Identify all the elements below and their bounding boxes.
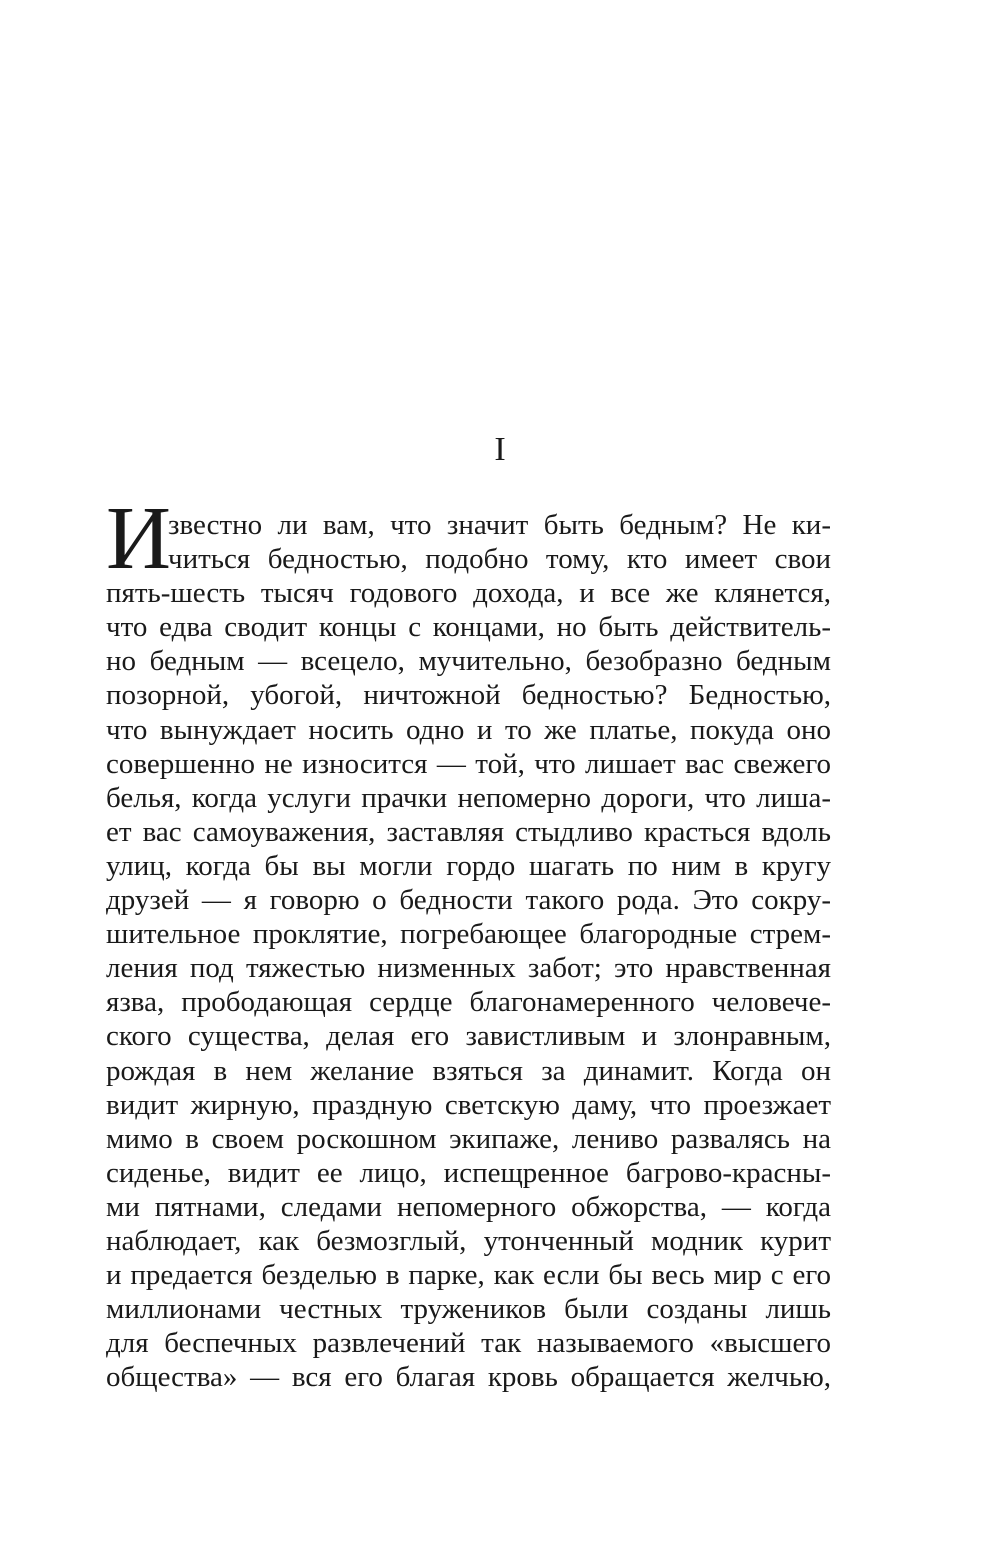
text-line: ского существа, делая его завистливым и злонравным, bbox=[106, 1020, 831, 1053]
text-line: сиденье, видит ее лицо, испещренное багрово-красны- bbox=[106, 1156, 831, 1189]
text-line: звестно ли вам, что значит быть бедным? Не ки- bbox=[168, 509, 831, 541]
text-line: ми пятнами, следами непомерного обжорства, — когда bbox=[106, 1190, 831, 1223]
text-line: белья, когда услуги прачки непомерно дороги, что лиша- bbox=[106, 781, 831, 814]
text-line: рождая в нем желание взяться за динамит. Когда он bbox=[106, 1054, 831, 1087]
text-line: видит жирную, праздную светскую даму, что проезжает bbox=[106, 1088, 831, 1121]
text-line: ления под тяжестью низменных забот; это нравственная bbox=[106, 952, 831, 985]
text-line: пять-шесть тысяч годового дохода, и все же клянется, bbox=[106, 577, 831, 610]
text-line: что вынуждает носить одно и то же платье, покуда оно bbox=[106, 713, 831, 746]
text-line: что едва сводит концы с концами, но быть действитель- bbox=[106, 611, 831, 644]
text-line: шительное проклятие, погребающее благородные стрем- bbox=[106, 918, 831, 951]
text-line: друзей — я говорю о бедности такого рода. Это сокру- bbox=[106, 884, 831, 917]
text-line: позорной, убогой, ничтожной бедностью? Бедностью, bbox=[106, 679, 831, 712]
body-text bbox=[106, 508, 831, 1394]
text-line: мимо в своем роскошном экипаже, лениво развалясь на bbox=[106, 1122, 831, 1155]
chapter-number: I bbox=[494, 431, 506, 468]
text-line: общества» — вся его благая кровь обращается желчью, bbox=[106, 1361, 831, 1394]
text-line: читься бедностью, подобно тому, кто имеет свои bbox=[168, 543, 831, 576]
text-line: язва, прободающая сердце благонамеренного человече- bbox=[106, 986, 831, 1019]
text-line: наблюдает, как безмозглый, утонченный модник курит bbox=[106, 1224, 831, 1257]
text-line: но бедным — всецело, мучительно, безобразно бедным bbox=[106, 645, 831, 678]
drop-cap: И bbox=[106, 489, 171, 588]
text-line: и предается безделью в парке, как если бы весь мир с его bbox=[106, 1259, 831, 1292]
text-line: улиц, когда бы вы могли гордо шагать по ним в кругу bbox=[106, 849, 831, 882]
text-line: ет вас самоуважения, заставляя стыдливо красться вдоль bbox=[106, 815, 831, 848]
text-line: миллионами честных тружеников были созданы лишь bbox=[106, 1293, 831, 1326]
text-line: совершенно не износится — той, что лишает вас свежего bbox=[106, 747, 831, 780]
text-line: для беспечных развлечений так называемого «высшего bbox=[106, 1327, 831, 1360]
